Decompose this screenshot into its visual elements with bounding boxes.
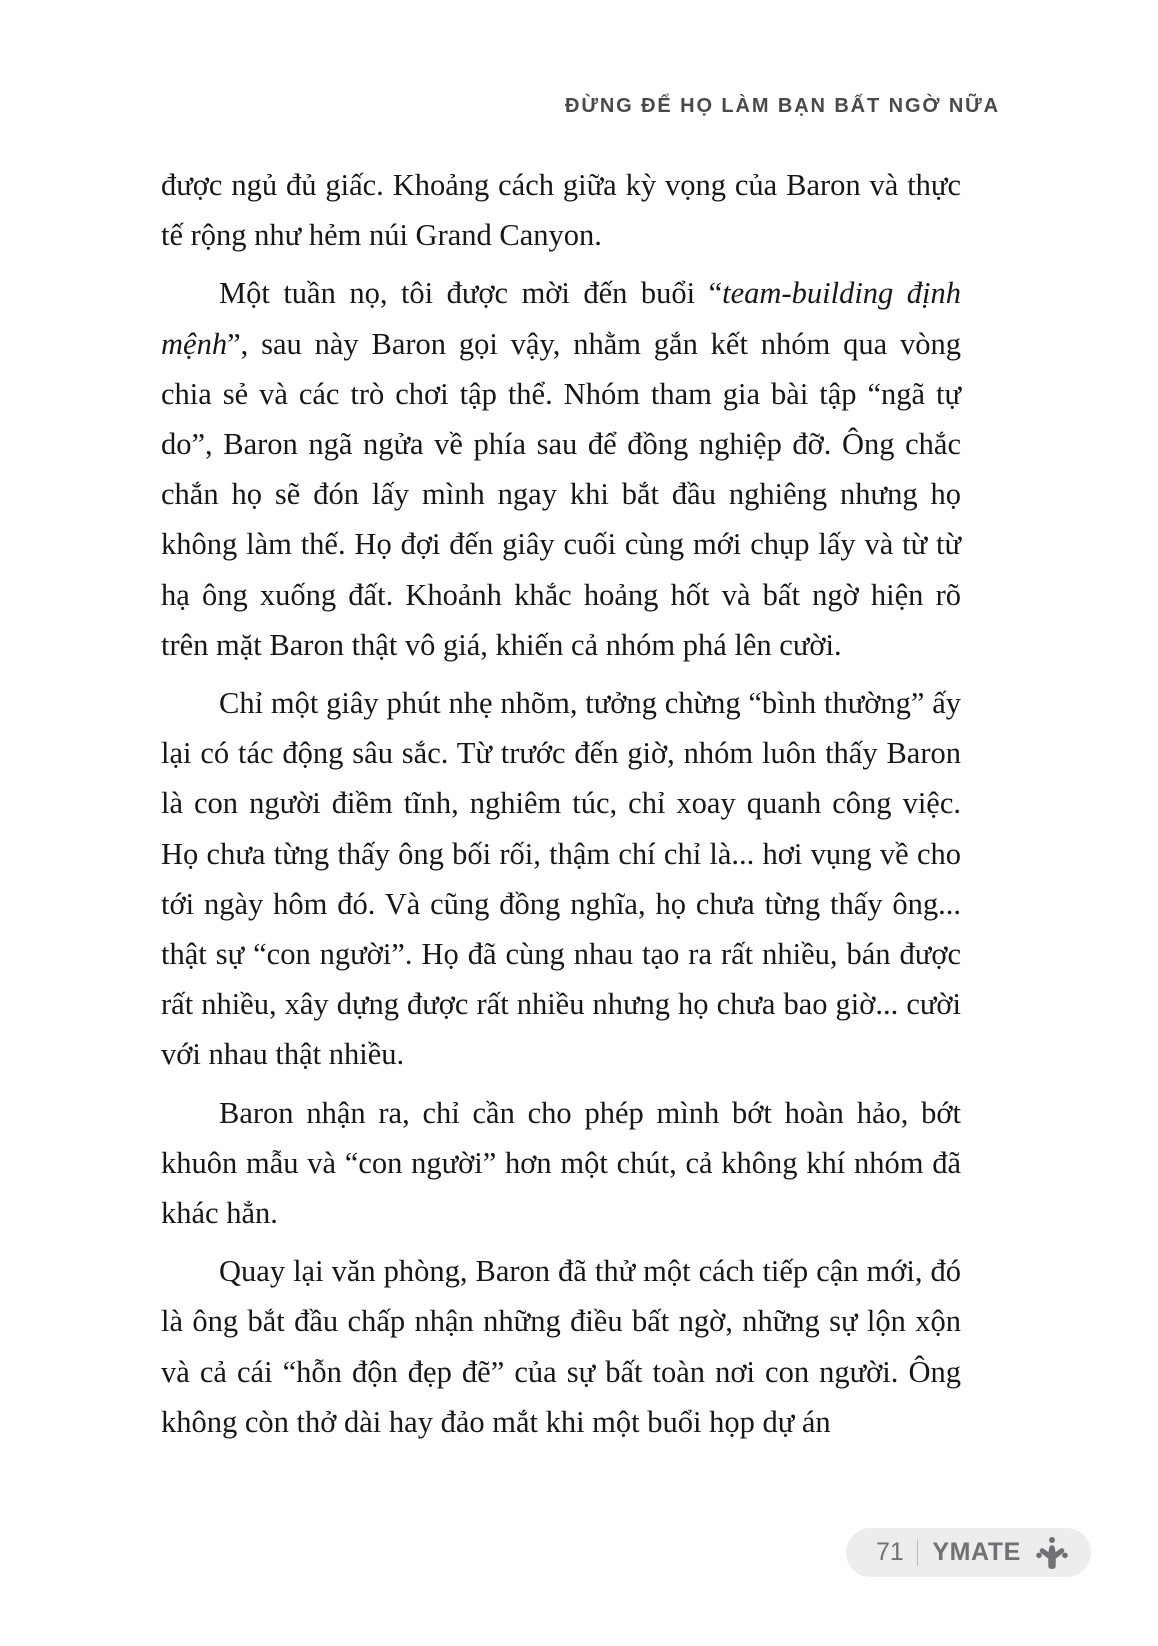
body-paragraph [161,1088,961,1239]
brand-name-label: YMATE [932,1538,1021,1566]
body-paragraph [161,1246,961,1447]
footer-page-badge [846,1528,1091,1577]
page-number: 71 [876,1538,904,1566]
text-run: Một tuần nọ, tôi được mời đến buổi [219,276,709,311]
badge-divider [917,1539,919,1566]
body-paragraph [161,678,961,1080]
text-run: Quay lại văn phòng, Baron đã thử một cách tiếp cận mới, đó là ông bắt đầu chấp nhận những điều bất ngờ, những sự lộn xộn và cả cái “hỗn độn đẹp đẽ” của sự bất toàn nơi con người. Ông không còn thở dài hay đảo mắt khi một buổi họp dự án [161,1254,961,1439]
text-run: ”, sau này Baron gọi vậy, nhằm gắn kết nhóm qua vòng chia sẻ và các trò chơi tập thể. Nhóm tham gia bài tập “ngã tự do”, Baron ngã ngửa về phía sau để đồng nghiệp đỡ. Ông chắc chắn họ sẽ đón lấy mình ngay khi bắt đầu nghiêng nhưng họ không làm thế. Họ đợi đến giây cuối cùng mới chụp lấy và từ từ hạ ông xuống đất. Khoảnh khắc hoảng hốt và bất ngờ hiện rõ trên mặt Baron thật vô giá, khiến cả nhóm phá lên cười. [161,326,961,662]
text-run: “ [708,276,723,311]
text-run: Chỉ một giây phút nhẹ nhõm, tưởng chừng “bình thường” ấy lại có tác động sâu sắc. Từ trước đến giờ, nhóm luôn thấy Baron là con người điềm tĩnh, nghiêm túc, chỉ xoay quanh công việc. Họ chưa từng thấy ông bối rối, thậm chí chỉ là... hơi vụng về cho tới ngày hôm đó. Và cũng đồng nghĩa, họ chưa từng thấy ông... thật sự “con người”. Họ đã cùng nhau tạo ra rất nhiều, bán được rất nhiều, xây dựng được rất nhiều nhưng họ chưa bao giờ... cười với nhau thật nhiều. [161,686,961,1072]
text-run: được ngủ đủ giấc. Khoảng cách giữa kỳ vọng của Baron và thực tế rộng như hẻm núi Grand Canyon. [161,168,961,253]
emphasis-text: team-building định mệnh [161,276,961,361]
ymate-person-logo-icon [1035,1536,1069,1570]
text-run: Baron nhận ra, chỉ cần cho phép mình bớt hoàn hảo, bớt khuôn mẫu và “con người” hơn một chút, cả không khí nhóm đã khác hẳn. [161,1095,961,1231]
body-text-column [161,160,961,1455]
body-paragraph [161,268,961,670]
body-paragraph [161,160,961,260]
running-header-title: ĐỪNG ĐỂ HỌ LÀM BẠN BẤT NGỜ NỮA [564,95,1000,117]
